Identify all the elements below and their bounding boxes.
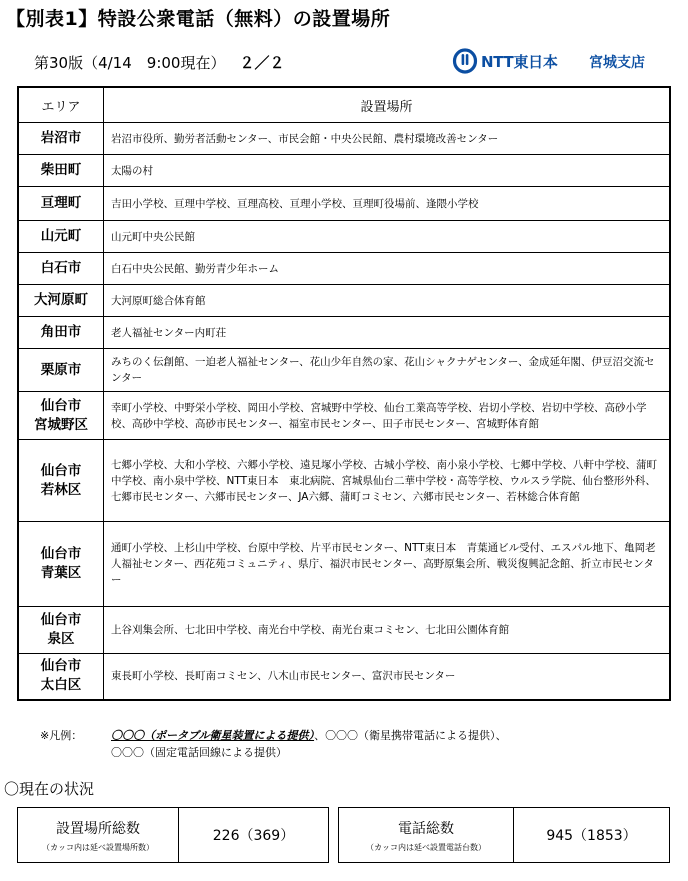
legend-trail: 、 xyxy=(495,729,507,742)
places-cell: 東長町小学校、長町南コミセン、八木山市民センター、富沢市民センター xyxy=(104,654,671,700)
area-name: 白石市 xyxy=(40,260,82,276)
area-name: 柴田町 xyxy=(40,162,82,178)
table-row xyxy=(18,607,670,654)
area-cell xyxy=(18,654,104,700)
phones-total-value: 945（1853） xyxy=(546,828,637,844)
phones-total-box xyxy=(338,807,670,863)
area-city: 仙台市 xyxy=(40,397,82,414)
table-row xyxy=(18,392,670,440)
ntt-logo xyxy=(452,47,558,75)
places-cell: 上谷刈集会所、七北田中学校、南光台中学校、南光台東コミセン、七北田公園体育館 xyxy=(104,607,671,654)
places-cell: 老人福祉センター内町荘 xyxy=(104,317,671,349)
area-cell xyxy=(18,285,104,317)
area-ward: 若林区 xyxy=(40,481,82,498)
places-cell: みちのく伝創館、一迫老人福祉センター、花山少年自然の家、花山シャクナゲセンター、金成延年閣、伊豆沼交流センター xyxy=(104,349,671,392)
area-city: 仙台市 xyxy=(40,462,82,479)
area-ward: 青葉区 xyxy=(40,565,82,581)
brand-name: NTT東日本 xyxy=(481,52,558,71)
places-cell: 大河原町総合体育館 xyxy=(104,285,671,317)
area-ward: 泉区 xyxy=(47,631,75,647)
page-title: 【別表1】特設公衆電話（無料）の設置場所 xyxy=(6,8,391,30)
area-city: 仙台市 xyxy=(40,612,82,628)
table-row xyxy=(18,317,670,349)
status-heading: 〇現在の状況 xyxy=(4,780,95,798)
table-row xyxy=(18,522,670,607)
area-cell xyxy=(18,607,104,654)
locations-total-label-cell xyxy=(18,808,179,862)
locations-total-value: 226（369） xyxy=(212,828,295,844)
phones-total-note: （カッコ内は延べ設置電話台数） xyxy=(366,842,486,852)
legend-satellite: 〇〇〇（衛星携帯電話による提供） xyxy=(325,729,496,742)
table-row xyxy=(18,285,670,317)
area-name: 岩沼市 xyxy=(40,130,82,146)
area-name: 大河原町 xyxy=(34,292,88,308)
table-row xyxy=(18,349,670,392)
legend-fixed: 〇〇〇（固定電話回線による提供） xyxy=(111,746,287,759)
places-cell: 吉田小学校、亘理中学校、亘理高校、亘理小学校、亘理町役場前、逢隈小学校 xyxy=(104,187,671,221)
table-row xyxy=(18,440,670,522)
area-cell xyxy=(18,155,104,187)
area-cell xyxy=(18,253,104,285)
branch-name: 宮城支店 xyxy=(589,55,645,71)
area-cell xyxy=(18,317,104,349)
legend-line-2 xyxy=(40,744,507,761)
table-header-row xyxy=(18,87,670,123)
table-row xyxy=(18,155,670,187)
places-cell: 幸町小学校、中野栄小学校、岡田小学校、宮城野中学校、仙台工業高等学校、岩切小学校、岩切中学校、高砂小学校、高砂中学校、高砂市民センター、福室市民センター、田子市民センター、宮城野体育館 xyxy=(104,392,671,440)
area-cell xyxy=(18,440,104,522)
edition-line xyxy=(34,52,284,73)
locations-table xyxy=(17,86,671,701)
area-column-header: エリア xyxy=(18,87,104,123)
table-row xyxy=(18,123,670,155)
places-cell: 太陽の村 xyxy=(104,155,671,187)
table-row xyxy=(18,253,670,285)
legend-portable: 〇〇〇（ポータブル衛星装置による提供） xyxy=(111,729,315,742)
page-number: ２／２ xyxy=(239,54,285,72)
legend-line-1 xyxy=(40,727,507,744)
places-column-header: 設置場所 xyxy=(104,87,671,123)
area-cell xyxy=(18,187,104,221)
area-cell xyxy=(18,349,104,392)
locations-total-note: （カッコ内は延べ設置場所数） xyxy=(42,842,154,852)
area-name: 栗原市 xyxy=(40,361,82,378)
table-row xyxy=(18,221,670,253)
legend-lead: ※凡例： xyxy=(40,729,83,742)
area-ward: 宮城野区 xyxy=(34,416,88,433)
places-cell: 七郷小学校、大和小学校、六郷小学校、遠見塚小学校、古城小学校、南小泉小学校、七郷中学校、八軒中学校、蒲町中学校、南小泉中学校、NTT東日本 東北病院、宮城県仙台二華中学校・高等学校、ウルスラ学院、仙台整形外科、七郷市民センター、六郷市民センター、JA六郷、蒲町コミセン、六郷市民センター、若林総合体育館 xyxy=(104,440,671,522)
table-row xyxy=(18,187,670,221)
area-name: 角田市 xyxy=(40,324,82,340)
area-city: 仙台市 xyxy=(40,658,82,675)
places-cell: 通町小学校、上杉山中学校、台原中学校、片平市民センター、NTT東日本 青葉通ビル受付、エスパル地下、亀岡老人福祉センター、西花苑コミュニティ、県庁、福沢市民センター、高野原集会所、戦災復興記念館、折立市民センター xyxy=(104,522,671,607)
edition-label: 第30版（4/14 9:00現在） xyxy=(34,54,226,72)
area-name: 亘理町 xyxy=(40,195,82,211)
area-city: 仙台市 xyxy=(40,546,82,562)
legend xyxy=(40,727,507,761)
legend-separator: 、 xyxy=(314,729,326,742)
area-name: 山元町 xyxy=(40,228,82,244)
places-cell: 岩沼市役所、勤労者活動センター、市民会館・中央公民館、農村環境改善センター xyxy=(104,123,671,155)
locations-total-box xyxy=(17,807,329,863)
area-cell xyxy=(18,123,104,155)
phones-total-label: 電話総数 xyxy=(398,820,454,837)
area-ward: 太白区 xyxy=(40,677,82,694)
area-cell xyxy=(18,221,104,253)
locations-total-label: 設置場所総数 xyxy=(56,820,140,837)
places-cell: 山元町中央公民館 xyxy=(104,221,671,253)
area-cell xyxy=(18,392,104,440)
phones-total-label-cell xyxy=(339,808,514,862)
table-row xyxy=(18,654,670,700)
ntt-loop-logo-icon xyxy=(452,48,478,74)
area-cell xyxy=(18,522,104,607)
places-cell: 白石中央公民館、勤労青少年ホーム xyxy=(104,253,671,285)
